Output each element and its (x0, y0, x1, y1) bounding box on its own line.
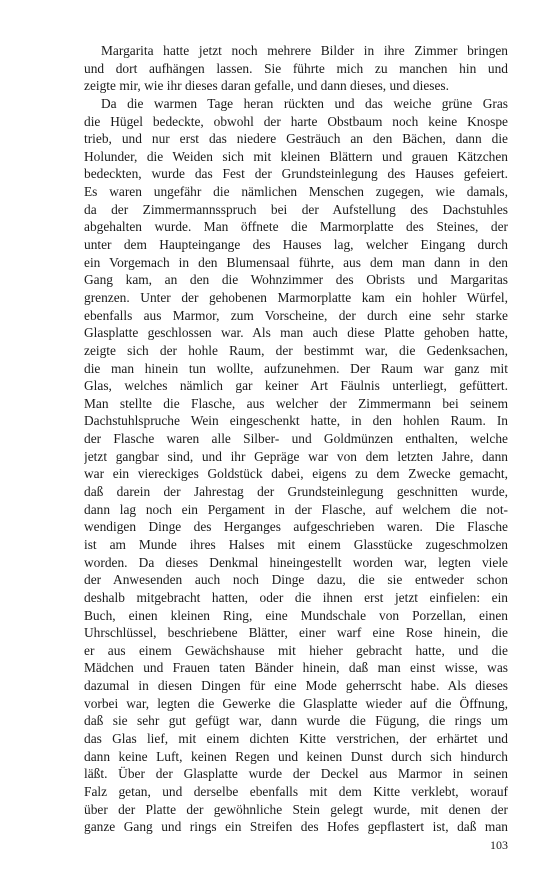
text-line: und dort aufhängen lassen. Sie führte mich zu manchen hin und (84, 60, 508, 76)
text-line: Falz getan, und derselbe ebenfalls mit dem Kitte verklebt, worauf (84, 783, 508, 799)
text-line: wendigen Dinge des Herganges aufgeschrieben waren. Die Flasche (84, 519, 508, 535)
text-line: Es waren ungefähr die nämlichen Menschen zugegen, wie damals, (84, 184, 508, 200)
text-line: Glas, welches nämlich gar keiner Art Fäulnis unterliegt, gefüttert. (84, 378, 508, 394)
book-page-text (84, 42, 508, 836)
text-line: das Glas lief, mit einem dichten Kitte verstrichen, der erhärtet und (84, 730, 508, 746)
text-line: Gang kam, an den die Wohnzimmer des Obrists und Margaritas (84, 272, 508, 288)
text-line: zeigte sich der hohle Raum, der bestimmt war, die Gedenksachen, (84, 342, 508, 358)
text-line: unter dem Haupteingange des Hauses lag, welcher Eingang durch (84, 237, 508, 253)
text-line: daß sie sehr gut gefügt war, dann wurde die Fügung, die rings um (84, 713, 508, 729)
text-line: grenzen. Unter der gehobenen Marmorplatte kam ein hohler Würfel, (84, 289, 508, 305)
text-line: über der Platte der gewöhnliche Stein gelegt wurde, mit denen der (84, 801, 508, 817)
text-line: dann keine Luft, keinen Regen und keinen Dunst durch sich hindurch (84, 748, 508, 764)
page-number: 103 (490, 838, 508, 852)
text-line: jetzt gangbar sind, und ihr Gepräge war von dem letzten Jahre, dann (84, 448, 508, 464)
text-line: bedeckten, wurde das Fest der Grundsteinlegung des Hauses gefeiert. (84, 166, 508, 182)
text-line: worden. Da dieses Denkmal hineingestellt worden war, legten viele (84, 554, 508, 570)
text-line: der Flasche waren alle Silber- und Goldmünzen enthalten, welche (84, 431, 508, 447)
text-line: Uhrschlüssel, beschriebene Blätter, einer warf eine Rose hinein, die (84, 625, 508, 641)
text-line: war ein viereckiges Goldstück dabei, eigens zu dem Zwecke gemacht, (84, 466, 508, 482)
text-line: Holunder, die Weiden sich mit kleinen Blättern und grauen Kätzchen (84, 148, 508, 164)
text-line: die man hinein tun wollte, aufzunehmen. Der Raum war ganz mit (84, 360, 508, 376)
text-line: Man stellte die Flasche, aus welcher der Zimmermann bei seinem (84, 395, 508, 411)
text-line: Glasplatte geschlossen war. Als man auch diese Platte gehoben hatte, (84, 325, 508, 341)
text-line: daß darein der Jahrestag der Grundsteinlegung geschnitten wurde, (84, 484, 508, 500)
text-line: er aus einem Gewächshause mit hieher gebracht hatte, und die (84, 642, 508, 658)
text-line: deshalb mitgebracht hatten, oder die ihnen erst jetzt einfielen: ein (84, 589, 508, 605)
text-line: abgehalten wurde. Man öffnete die Marmorplatte des Steines, der (84, 219, 508, 235)
text-line: Dachstuhlspruche Wein eingeschenkt hatte, in den hohlen Raum. In (84, 413, 508, 429)
text-line: die Hügel bedeckte, obwohl der harte Obstbaum noch keine Knospe (84, 113, 508, 129)
text-line: zeigte mir, wie ihr dieses daran gefalle, und dann dieses, und dieses. (84, 78, 449, 94)
text-line: ebenfalls aus Marmor, zum Vorscheine, der durch eine sehr starke (84, 307, 508, 323)
text-line: Mädchen und Frauen taten Bänder hinein, daß man einst wisse, was (84, 660, 508, 676)
text-line: da der Zimmermannsspruch bei der Aufstellung des Dachstuhles (84, 201, 508, 217)
text-line: läßt. Über der Glasplatte wurde der Deckel aus Marmor in seinen (84, 766, 508, 782)
text-line: vorbei war, legten die Gewerke die Glasplatte wieder auf die Öffnung, (84, 695, 508, 711)
text-line: ist am Munde ihres Halses mit einem Glasstücke zugeschmolzen (84, 536, 508, 552)
text-line: dann lag noch ein Pergament in der Flasche, auf welchem die not- (84, 501, 508, 517)
text-line: Margarita hatte jetzt noch mehrere Bilder in ihre Zimmer bringen (101, 43, 508, 58)
text-line: der Anwesenden auch noch Dinge dazu, die sie entweder schon (84, 572, 508, 588)
text-line: Buch, einen kleinen Ring, eine Mundschale von Porzellan, einen (84, 607, 508, 623)
text-line: ganze Gang und rings ein Streifen des Hofes gepflastert ist, daß man (84, 819, 508, 835)
text-line: dazumal in diesen Dingen für eine Mode geherrscht habe. Als dieses (84, 678, 508, 694)
text-line: ein Vorgemach in den Blumensaal führte, aus dem man dann in den (84, 254, 508, 270)
text-line: trieb, und nur erst das niedere Gesträuch an den Bächen, dann die (84, 131, 508, 147)
text-line: Da die warmen Tage heran rückten und das weiche grüne Gras (101, 95, 508, 111)
